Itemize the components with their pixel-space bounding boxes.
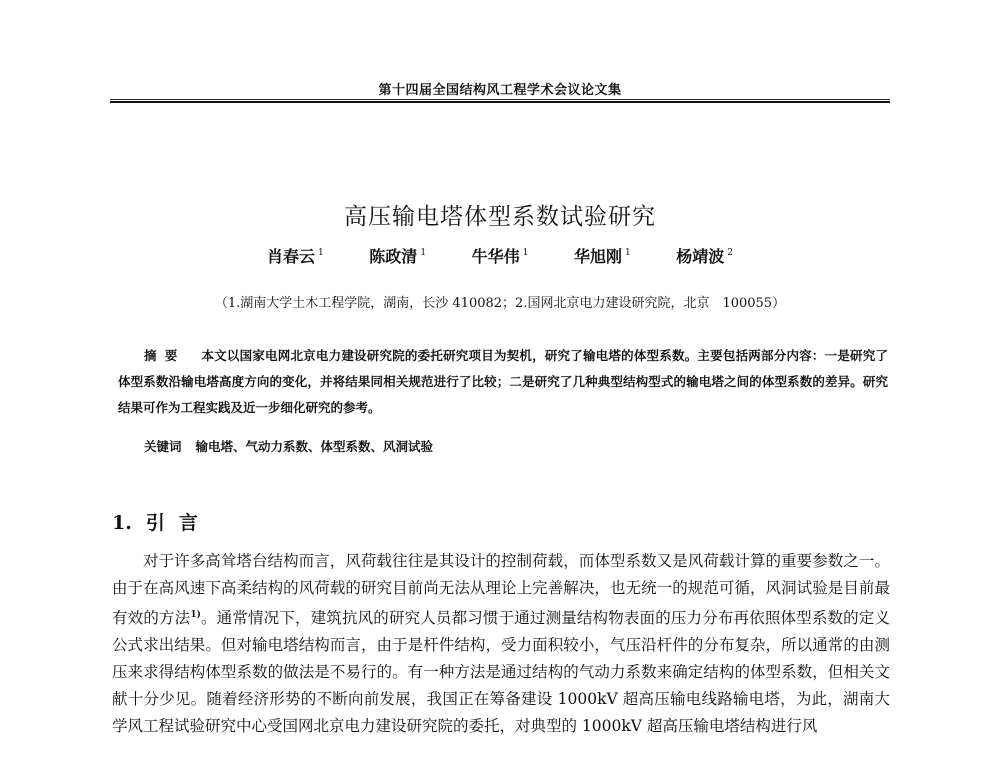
keywords-label: 关键词 bbox=[144, 439, 182, 454]
paper-title: 高压输电塔体型系数试验研究 bbox=[344, 204, 656, 230]
paragraph-text-continued: 。通常情况下，建筑抗风的研究人员都习惯于通过测量结构物表面的压力分布再依照体型系数的定义公式求出结果。但对输电塔结构而言，由于是杆件结构，受力面积较小，气压沿杆件的分布复杂，所以通常的由测压来求得结构体型系数的做法是不易行的。有一种方法是通过结构的气动力系数来确定结构的体型系数，但相关文献十分少见。随着经济形势的不断向前发展，我国正在筹备建设 1000kV 超高压输电线路输电塔，为此，湖南大学风工程试验研究中心受国网北京电力建设研究院的委托，对典型的 1000kV 超高压输电塔结构进行风 bbox=[112, 609, 890, 736]
header-rule-thin bbox=[110, 99, 890, 100]
abstract bbox=[118, 343, 888, 421]
author bbox=[676, 244, 733, 267]
author bbox=[369, 244, 426, 267]
author-name: 杨靖波 bbox=[676, 247, 725, 266]
section-title: 引言 bbox=[145, 512, 212, 534]
author-list bbox=[0, 244, 1000, 267]
section-heading bbox=[112, 508, 212, 535]
author-name: 肖春云 bbox=[266, 247, 315, 266]
keywords bbox=[144, 437, 844, 455]
affiliation-mark: 2 bbox=[727, 248, 734, 258]
abstract-label: 摘要 bbox=[144, 348, 186, 363]
citation-mark: 1) bbox=[190, 610, 201, 620]
section-number: 1. bbox=[112, 512, 132, 534]
author bbox=[267, 244, 324, 267]
affiliation: （1.湖南大学土木工程学院，湖南，长沙 410082；2.国网北京电力建设研究院，北京 100055） bbox=[214, 296, 786, 311]
abstract-text: 本文以国家电网北京电力建设研究院的委托研究项目为契机，研究了输电塔的体型系数。主要包括两部分内容：一是研究了体型系数沿输电塔高度方向的变化，并将结果同相关规范进行了比较；二是研究了几种典型结构型式的输电塔之间的体型系数的差异。研究结果可作为工程实践及近一步细化研究的参考。 bbox=[118, 348, 888, 415]
body-paragraph bbox=[112, 548, 890, 740]
author-name: 陈政清 bbox=[369, 247, 418, 266]
running-head: 第十四届全国结构风工程学术会议论文集 bbox=[378, 83, 622, 98]
author-name: 牛华伟 bbox=[471, 247, 520, 266]
author bbox=[574, 244, 631, 267]
author bbox=[472, 244, 529, 267]
affiliation-mark: 1 bbox=[624, 248, 631, 258]
paragraph-text: 对于许多高耸塔台结构而言，风荷载往往是其设计的控制荷载，而体型系数又是风荷载计算的重要参数之一。由于在高风速下高柔结构的风荷载的研究目前尚无法从理论上完善解决，也无统一的规范可循，风洞试验是目前最有效的方法 bbox=[112, 552, 890, 628]
affiliation-mark: 1 bbox=[522, 248, 529, 258]
affiliation-mark: 1 bbox=[317, 248, 324, 258]
header-rule-thick bbox=[110, 101, 890, 103]
affiliation-mark: 1 bbox=[420, 248, 427, 258]
keywords-text: 输电塔、气动力系数、体型系数、风洞试验 bbox=[195, 439, 434, 454]
author-name: 华旭刚 bbox=[573, 247, 622, 266]
